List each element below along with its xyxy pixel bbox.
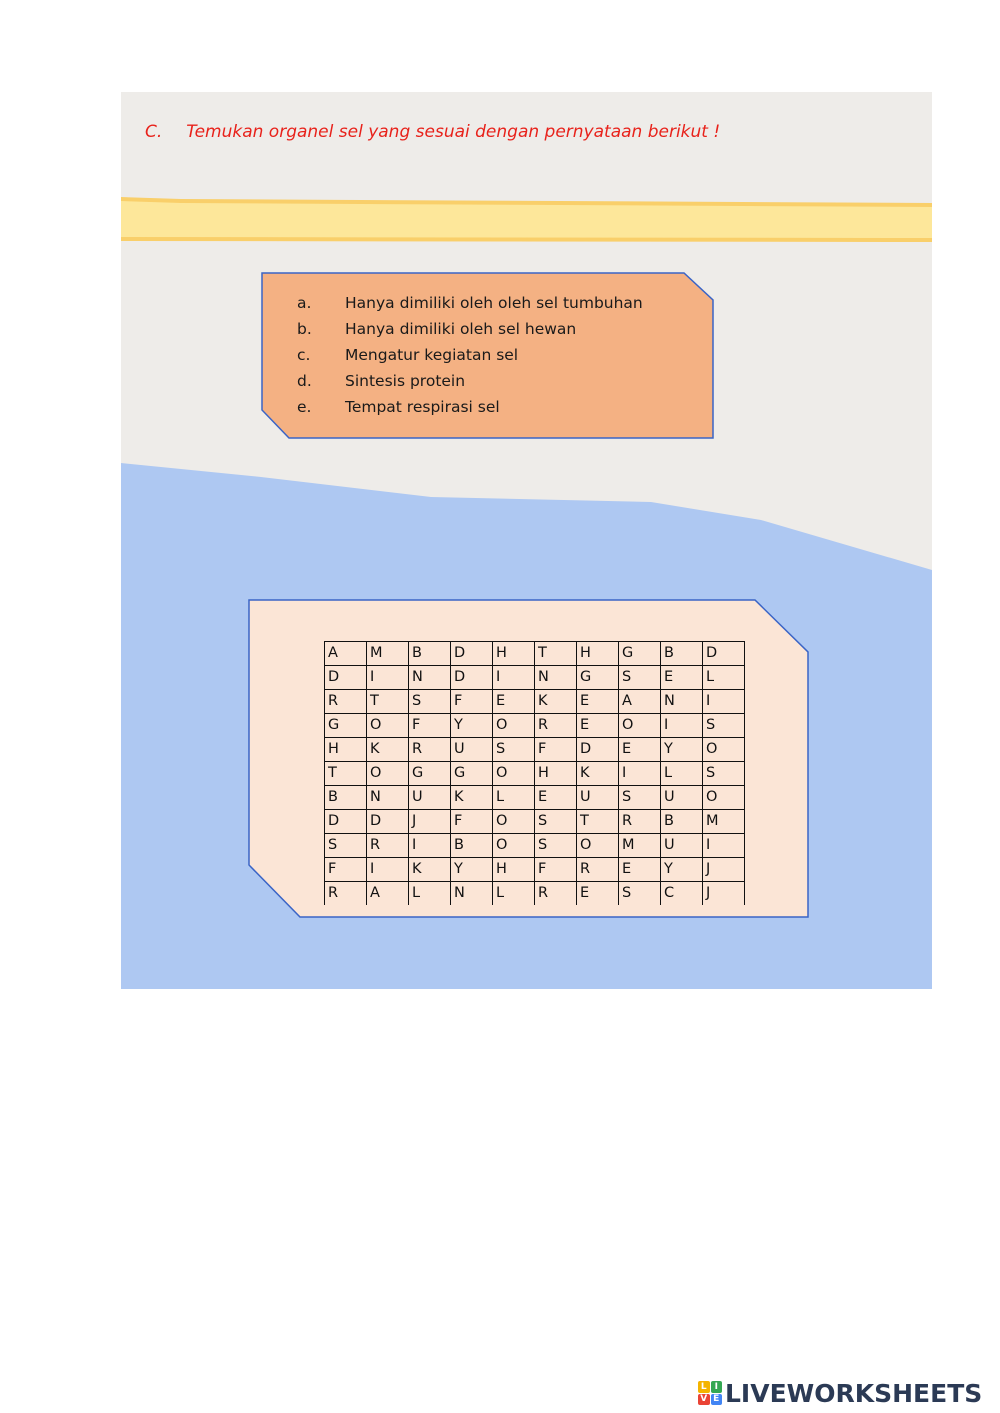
grid-row [325, 642, 745, 666]
grid-cell[interactable]: E [577, 882, 619, 906]
grid-cell[interactable]: L [493, 786, 535, 810]
word-search-box [248, 599, 810, 919]
grid-cell[interactable]: C [661, 882, 703, 906]
grid-cell[interactable]: F [325, 858, 367, 882]
grid-cell[interactable]: D [325, 666, 367, 690]
grid-row [325, 666, 745, 690]
grid-cell[interactable]: O [619, 714, 661, 738]
grid-cell[interactable]: D [451, 642, 493, 666]
grid-cell[interactable]: I [703, 690, 745, 714]
grid-cell[interactable]: F [451, 690, 493, 714]
section-heading [145, 122, 720, 142]
statement-text: Mengatur kegiatan sel [345, 346, 519, 364]
grid-cell[interactable]: F [535, 858, 577, 882]
statement-letter: c. [297, 346, 311, 364]
grid-cell[interactable]: N [409, 666, 451, 690]
grid-cell[interactable]: K [367, 738, 409, 762]
statement-text: Sintesis protein [345, 372, 466, 390]
logo-mark-letter: L [698, 1381, 710, 1393]
grid-cell[interactable]: T [535, 642, 577, 666]
grid-cell[interactable]: S [619, 882, 661, 906]
grid-cell[interactable]: S [493, 738, 535, 762]
grid-cell[interactable]: R [325, 690, 367, 714]
grid-cell[interactable]: I [619, 762, 661, 786]
grid-cell[interactable]: R [535, 714, 577, 738]
grid-cell[interactable]: A [619, 690, 661, 714]
grid-cell[interactable]: I [703, 834, 745, 858]
grid-cell[interactable]: K [451, 786, 493, 810]
grid-cell[interactable]: O [367, 762, 409, 786]
grid-cell[interactable]: U [577, 786, 619, 810]
grid-cell[interactable]: J [409, 810, 451, 834]
grid-cell[interactable]: O [577, 834, 619, 858]
grid-cell[interactable]: R [367, 834, 409, 858]
grid-cell[interactable]: G [325, 714, 367, 738]
grid-cell[interactable]: S [535, 834, 577, 858]
grid-cell[interactable]: S [703, 762, 745, 786]
grid-cell[interactable]: K [409, 858, 451, 882]
grid-row [325, 762, 745, 786]
grid-cell[interactable]: G [619, 642, 661, 666]
grid-cell[interactable]: S [325, 834, 367, 858]
grid-row [325, 786, 745, 810]
grid-row [325, 882, 745, 906]
word-search-grid [324, 641, 745, 905]
statement-item [297, 394, 643, 420]
grid-cell[interactable]: I [409, 834, 451, 858]
grid-cell[interactable]: L [703, 666, 745, 690]
grid-cell[interactable]: J [703, 858, 745, 882]
grid-cell[interactable]: S [703, 714, 745, 738]
statement-letter: a. [297, 294, 312, 312]
grid-cell[interactable]: H [535, 762, 577, 786]
grid-cell[interactable]: B [661, 810, 703, 834]
grid-cell[interactable]: S [535, 810, 577, 834]
grid-cell[interactable]: D [325, 810, 367, 834]
grid-cell[interactable]: L [661, 762, 703, 786]
grid-cell[interactable]: O [493, 834, 535, 858]
grid-cell[interactable]: T [577, 810, 619, 834]
grid-cell[interactable]: L [493, 882, 535, 906]
grid-row [325, 690, 745, 714]
grid-cell[interactable]: B [325, 786, 367, 810]
statement-text: Tempat respirasi sel [345, 398, 500, 416]
statement-text: Hanya dimiliki oleh oleh sel tumbuhan [345, 294, 643, 312]
grid-cell[interactable]: M [703, 810, 745, 834]
grid-cell[interactable]: R [535, 882, 577, 906]
grid-cell[interactable]: E [577, 690, 619, 714]
grid-cell[interactable]: K [577, 762, 619, 786]
statement-letter: b. [297, 320, 312, 338]
grid-cell[interactable]: L [409, 882, 451, 906]
grid-cell[interactable]: U [661, 786, 703, 810]
grid-cell[interactable]: G [577, 666, 619, 690]
grid-cell[interactable]: J [703, 882, 745, 906]
grid-cell[interactable]: Y [661, 738, 703, 762]
grid-cell[interactable]: E [619, 858, 661, 882]
grid-cell[interactable]: E [619, 738, 661, 762]
grid-cell[interactable]: D [451, 666, 493, 690]
grid-cell[interactable]: E [661, 666, 703, 690]
grid-cell[interactable]: I [661, 714, 703, 738]
grid-cell[interactable]: T [325, 762, 367, 786]
grid-cell[interactable]: A [367, 882, 409, 906]
grid-cell[interactable]: M [367, 642, 409, 666]
worksheet-page [121, 92, 932, 989]
grid-cell[interactable]: S [409, 690, 451, 714]
grid-cell[interactable]: S [619, 786, 661, 810]
grid-cell[interactable]: S [619, 666, 661, 690]
grid-cell[interactable]: N [367, 786, 409, 810]
grid-row [325, 810, 745, 834]
yellow-stripe [121, 201, 932, 238]
grid-cell[interactable]: O [493, 810, 535, 834]
liveworksheets-logo [698, 1378, 982, 1408]
grid-cell[interactable]: F [535, 738, 577, 762]
grid-cell[interactable]: H [493, 642, 535, 666]
grid-cell[interactable]: I [493, 666, 535, 690]
grid-row [325, 714, 745, 738]
logo-mark-letter: E [711, 1394, 723, 1406]
grid-cell[interactable]: B [661, 642, 703, 666]
grid-cell[interactable]: E [493, 690, 535, 714]
grid-cell[interactable]: K [535, 690, 577, 714]
grid-cell[interactable]: B [409, 642, 451, 666]
grid-row [325, 858, 745, 882]
grid-cell[interactable]: N [451, 882, 493, 906]
grid-cell[interactable]: G [451, 762, 493, 786]
statements-list [297, 290, 643, 420]
grid-cell[interactable]: D [703, 642, 745, 666]
grid-row [325, 834, 745, 858]
logo-text: LIVEWORKSHEETS [725, 1378, 983, 1408]
grid-cell[interactable]: O [493, 762, 535, 786]
grid-cell[interactable]: O [703, 738, 745, 762]
grid-cell[interactable]: D [577, 738, 619, 762]
section-label: C. [145, 122, 163, 142]
statement-letter: d. [297, 372, 312, 390]
grid-cell[interactable]: O [703, 786, 745, 810]
statement-letter: e. [297, 398, 312, 416]
grid-cell[interactable]: F [451, 810, 493, 834]
grid-cell[interactable]: G [409, 762, 451, 786]
grid-cell[interactable]: T [367, 690, 409, 714]
statement-item [297, 368, 643, 394]
grid-cell[interactable]: F [409, 714, 451, 738]
grid-cell[interactable]: Y [661, 858, 703, 882]
grid-row [325, 738, 745, 762]
section-instruction: Temukan organel sel yang sesuai dengan pernyataan berikut ! [186, 122, 721, 142]
grid-cell[interactable]: N [535, 666, 577, 690]
statements-box [261, 272, 714, 440]
grid-cell[interactable]: M [619, 834, 661, 858]
grid-cell[interactable]: H [325, 738, 367, 762]
statement-item [297, 342, 643, 368]
grid-cell[interactable]: Y [451, 714, 493, 738]
statement-item [297, 316, 643, 342]
logo-mark-icon [698, 1381, 722, 1405]
logo-mark-letter: I [711, 1381, 723, 1393]
grid-cell[interactable]: E [577, 714, 619, 738]
grid-cell[interactable]: U [451, 738, 493, 762]
grid-cell[interactable]: U [661, 834, 703, 858]
grid-cell[interactable]: H [493, 858, 535, 882]
grid-cell[interactable]: U [409, 786, 451, 810]
grid-cell[interactable]: N [661, 690, 703, 714]
grid-cell[interactable]: I [367, 858, 409, 882]
grid-cell[interactable]: R [577, 858, 619, 882]
grid-cell[interactable]: A [325, 642, 367, 666]
statement-item [297, 290, 643, 316]
grid-cell[interactable]: D [367, 810, 409, 834]
grid-cell[interactable]: Y [451, 858, 493, 882]
grid-cell[interactable]: E [535, 786, 577, 810]
logo-mark-letter: V [698, 1394, 710, 1406]
grid-cell[interactable]: R [619, 810, 661, 834]
grid-cell[interactable]: O [367, 714, 409, 738]
statement-text: Hanya dimiliki oleh sel hewan [345, 320, 577, 338]
grid-cell[interactable]: R [325, 882, 367, 906]
grid-cell[interactable]: I [367, 666, 409, 690]
grid-cell[interactable]: B [451, 834, 493, 858]
grid-cell[interactable]: H [577, 642, 619, 666]
grid-cell[interactable]: R [409, 738, 451, 762]
grid-cell[interactable]: O [493, 714, 535, 738]
